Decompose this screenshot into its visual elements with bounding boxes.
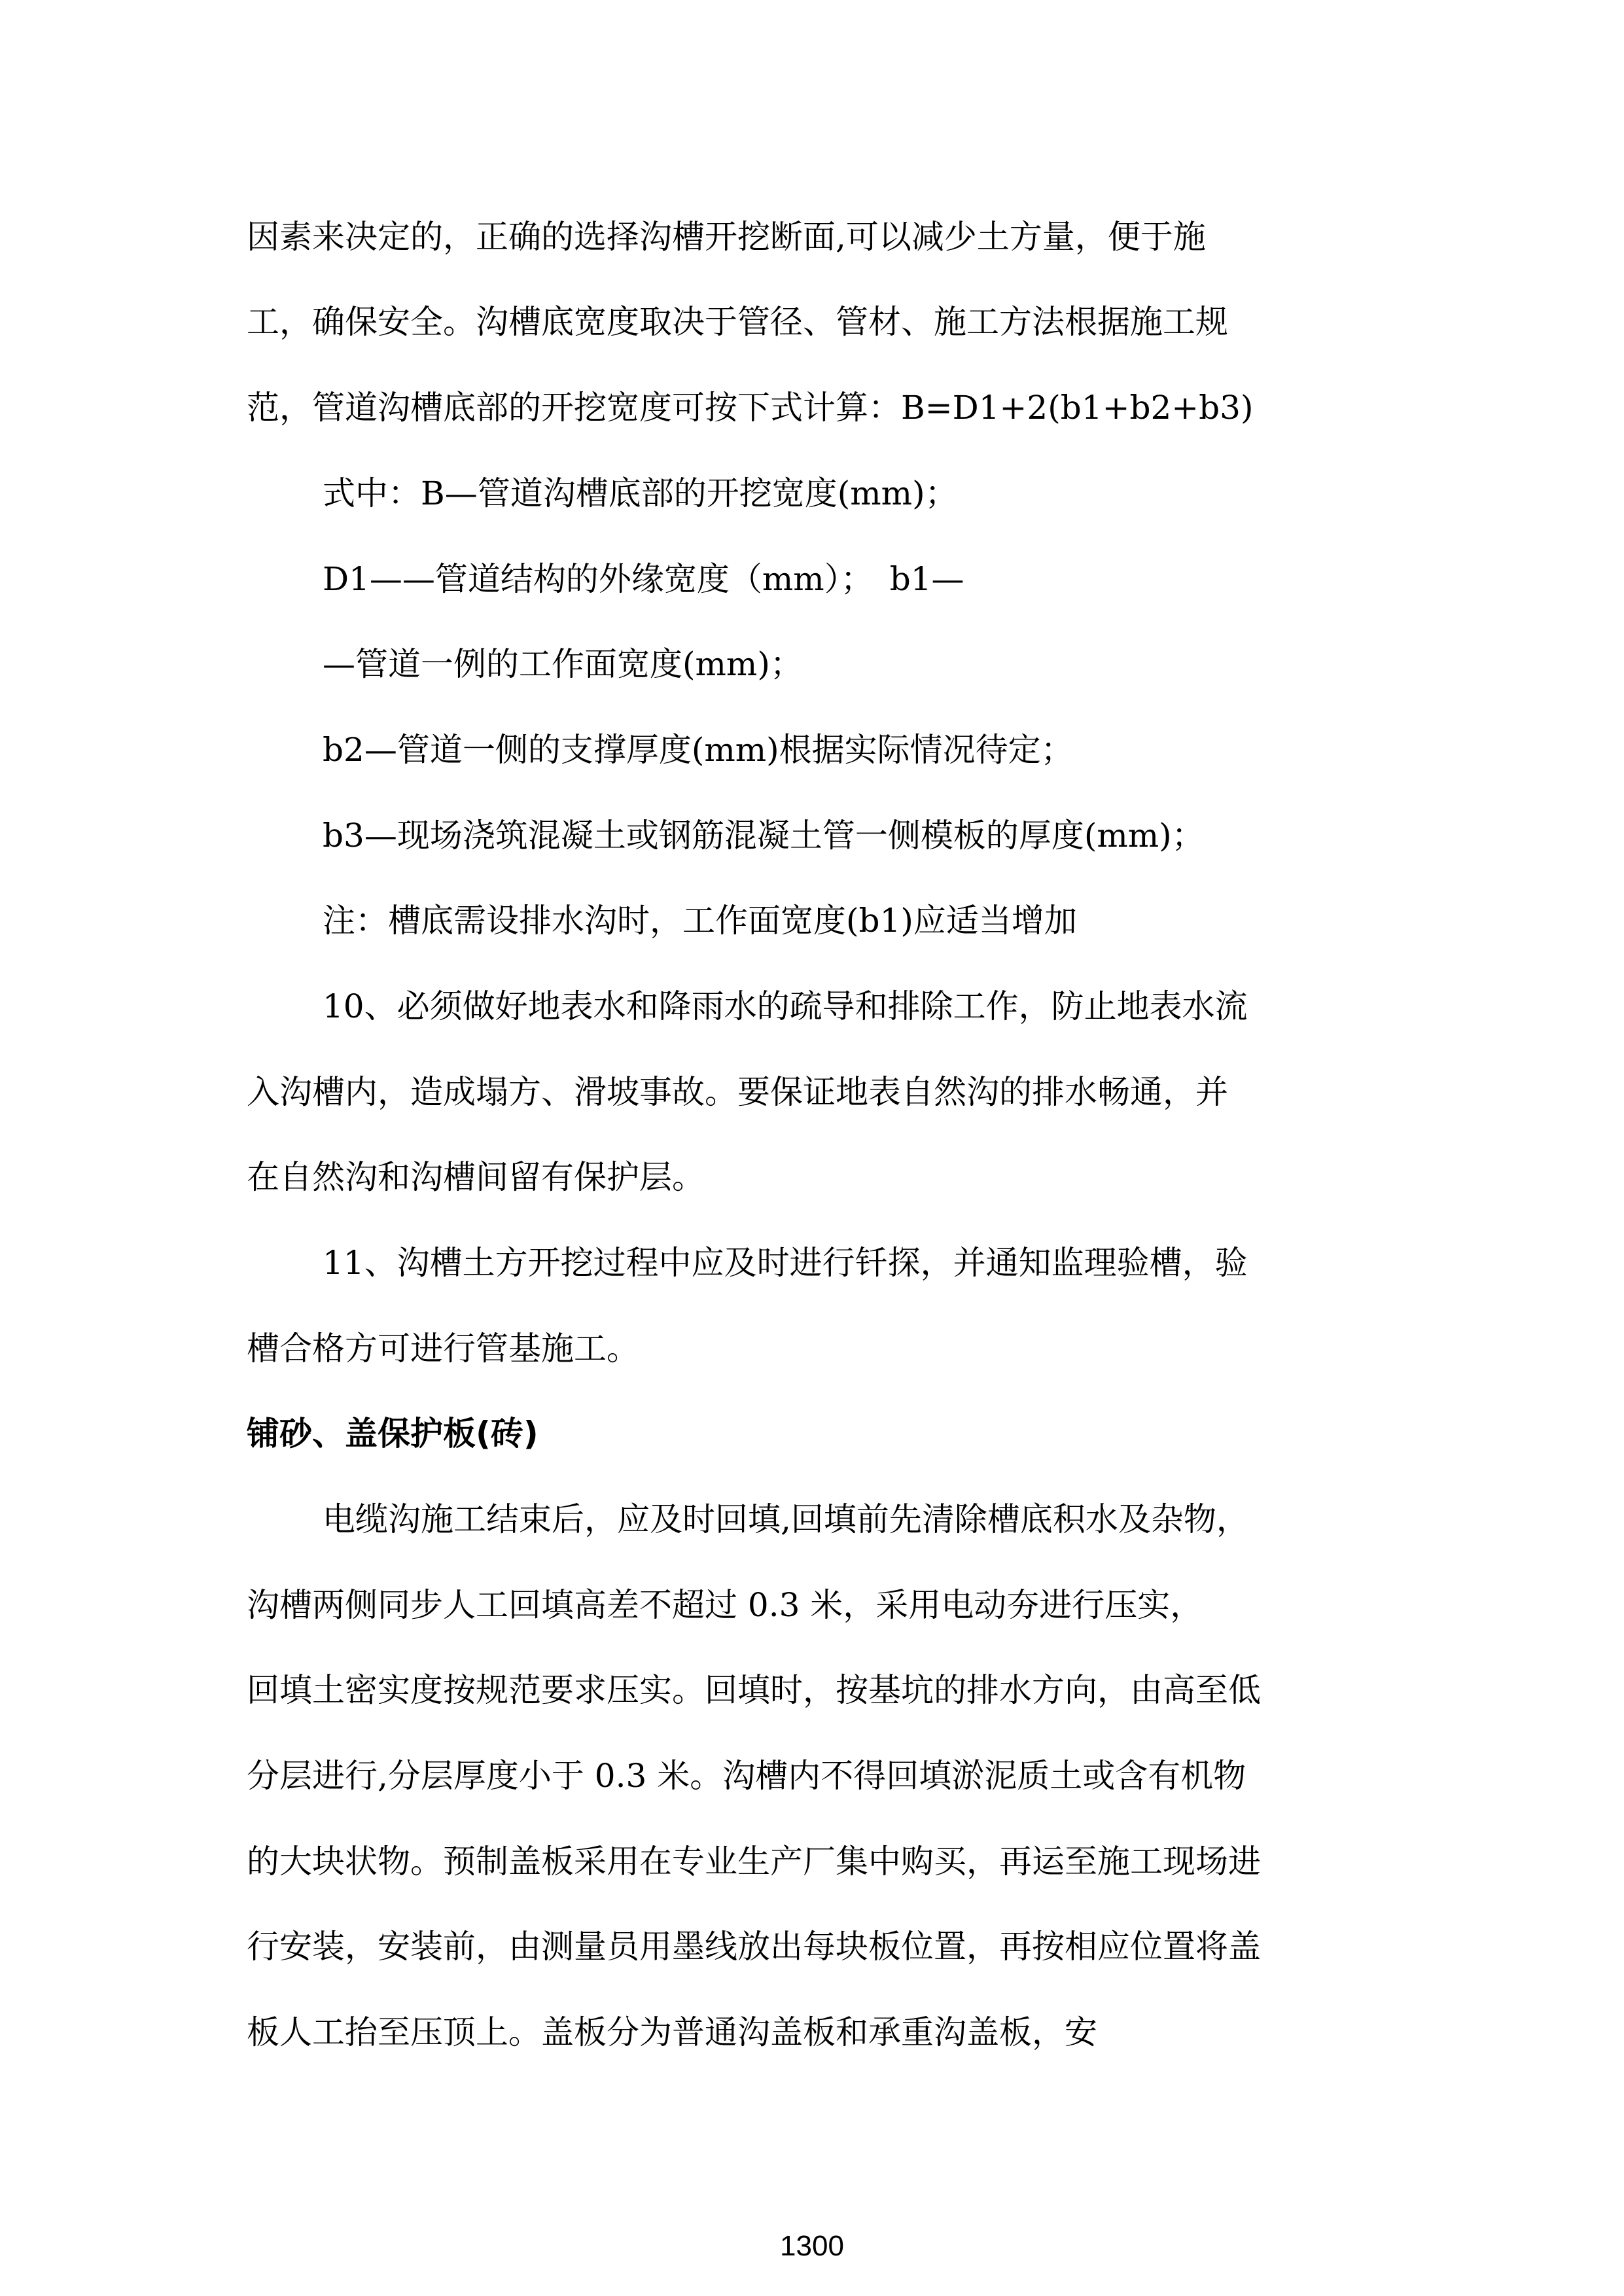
note-line: 注：槽底需设排水沟时，工作面宽度(b1)应适当增加 xyxy=(323,902,1077,940)
body-line: 在自然沟和沟槽间留有保护层。 xyxy=(247,1158,705,1196)
formula-definition-line: 式中：B—管道沟槽底部的开挖宽度(mm)； xyxy=(323,474,958,512)
formula-definition-line: D1——管道结构的外缘宽度（mm）； b1— xyxy=(323,560,964,598)
section-body-line: 板人工抬至压顶上。盖板分为普通沟盖板和承重沟盖板，安 xyxy=(247,2013,1097,2051)
body-line: 11、沟槽土方开挖过程中应及时进行钎探，并通知监理验槽，验 xyxy=(323,1244,1248,1282)
body-line: 因素来决定的，正确的选择沟槽开挖断面,可以减少土方量，便于施 xyxy=(247,218,1206,256)
section-body-line: 回填土密实度按规范要求压实。回填时，按基坑的排水方向，由高至低 xyxy=(247,1671,1261,1709)
formula-definition-line: b3—现场浇筑混凝土或钢筋混凝土管一侧模板的厚度(mm)； xyxy=(323,817,1205,855)
section-heading: 铺砂、盖保护板(砖) xyxy=(247,1415,538,1453)
formula-definition-line: b2—管道一侧的支撑厚度(mm)根据实际情况待定； xyxy=(323,731,1074,769)
section-body-line: 行安装，安装前，由测量员用墨线放出每块板位置，再按相应位置将盖 xyxy=(247,1928,1261,1966)
body-line: 范，管道沟槽底部的开挖宽度可按下式计算：B=D1+2(b1+b2+b3) xyxy=(247,389,1254,427)
page-number: 1300 xyxy=(780,2230,844,2262)
body-line: 槽合格方可进行管基施工。 xyxy=(247,1330,639,1368)
body-line: 10、必须做好地表水和降雨水的疏导和排除工作，防止地表水流 xyxy=(323,987,1248,1025)
formula-definition-line: —管道一例的工作面宽度(mm)； xyxy=(323,645,803,683)
section-body-line: 分层进行,分层厚度小于 0.3 米。沟槽内不得回填淤泥质土或含有机物 xyxy=(247,1757,1246,1795)
section-body-line: 沟槽两侧同步人工回填高差不超过 0.3 米，采用电动夯进行压实， xyxy=(247,1586,1203,1624)
body-line: 工，确保安全。沟槽底宽度取决于管径、管材、施工方法根据施工规 xyxy=(247,303,1228,341)
section-body-line: 的大块状物。预制盖板采用在专业生产厂集中购买，再运至施工现场进 xyxy=(247,1843,1261,1881)
section-body-line: 电缆沟施工结束后，应及时回填,回填前先清除槽底积水及杂物， xyxy=(323,1500,1249,1538)
body-line: 入沟槽内，造成塌方、滑坡事故。要保证地表自然沟的排水畅通，并 xyxy=(247,1073,1228,1111)
